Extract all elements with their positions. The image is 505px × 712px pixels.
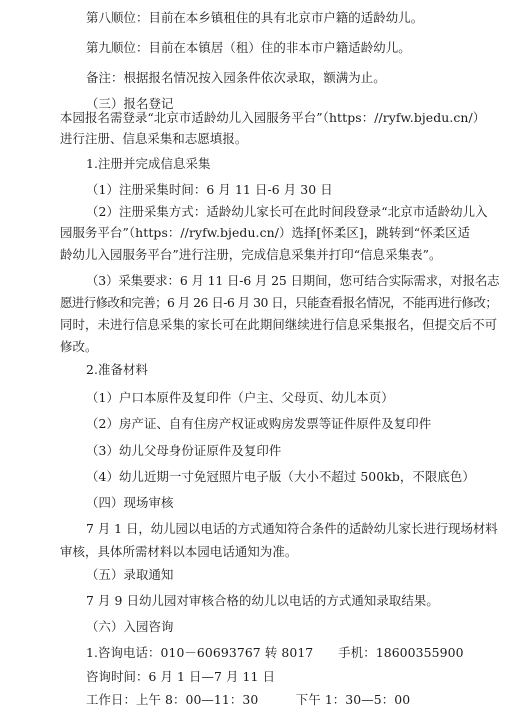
text-line: （4）幼儿近期一寸免冠照片电子版（大小不超过 500kb，不限底色）	[86, 468, 475, 484]
text-line: 龄幼儿入园服务平台”进行注册，完成信息采集并打印“信息采集表”。	[60, 246, 442, 262]
text-line: 园服务平台”（https：//ryfw.bjedu.cn/）选择[怀柔区]，跳转到“怀柔区适	[60, 225, 471, 241]
section-heading: （四）现场审核	[86, 495, 174, 511]
text-line: （3）幼儿父母身份证原件及复印件	[86, 442, 282, 458]
consult-time: 咨询时间：6 月 1 日—7 月 11 日	[86, 668, 276, 684]
text-line: 修改。	[60, 338, 98, 354]
text-line: 愿进行修改和完善；6 月 26 日-6 月 30 日，只能查看报名情况，不能再进行修改；	[60, 295, 498, 311]
sub-heading: 1.注册并完成信息采集	[86, 155, 211, 171]
text-line: （3）采集要求：6 月 11 日-6 月 25 日期间，您可结合实际需求，对报名志	[86, 272, 500, 288]
text-line: 审核，具体所需材料以本园电话通知为准。	[60, 543, 298, 559]
text-line: （2）房产证、自有住房产权证或购房发票等证件原件及复印件	[86, 416, 432, 432]
text-line: （2）注册采集方式：适龄幼儿家长可在此时间段登录“北京市适龄幼儿入	[86, 204, 488, 220]
text-line: 备注：根据报名情况按入园条件依次录取，额满为止。	[86, 70, 386, 86]
text-line: 同时，未进行信息采集的家长可在此期间继续进行信息采集报名，但提交后不可	[60, 316, 498, 332]
text-line: 进行注册、信息采集和志愿填报。	[60, 131, 248, 147]
text-line: 本园报名需登录“北京市适龄幼儿入园服务平台”（https：//ryfw.bjedu.cn/）	[60, 109, 486, 125]
section-heading: （五）录取通知	[86, 566, 174, 582]
working-hours: 工作日：上午 8：00—11：30 下午 1：30—5：00	[86, 692, 411, 707]
text-line: 7 月 1 日，幼儿园以电话的方式通知符合条件的适龄幼儿家长进行现场材料	[86, 521, 498, 537]
text-line: （1）户口本原件及复印件（户主、父母页、幼儿本页）	[86, 390, 394, 406]
sub-heading: 2.准备材料	[86, 362, 148, 378]
text-line: （1）注册采集时间：6 月 11 日-6 月 30 日	[86, 181, 333, 197]
text-line: 第八顺位：目前在本乡镇租住的具有北京市户籍的适龄幼儿。	[86, 10, 424, 25]
contact-phone: 1.咨询电话：010－60693767 转 8017 手机：18600355900	[86, 645, 464, 661]
section-heading: （六）入园咨询	[86, 619, 174, 635]
text-line: 7 月 9 日幼儿园对审核合格的幼儿以电话的方式通知录取结果。	[86, 593, 439, 609]
text-line: 第九顺位：目前在本镇居（租）住的非本市户籍适龄幼儿。	[86, 40, 411, 56]
section-heading: （三）报名登记	[86, 96, 174, 112]
